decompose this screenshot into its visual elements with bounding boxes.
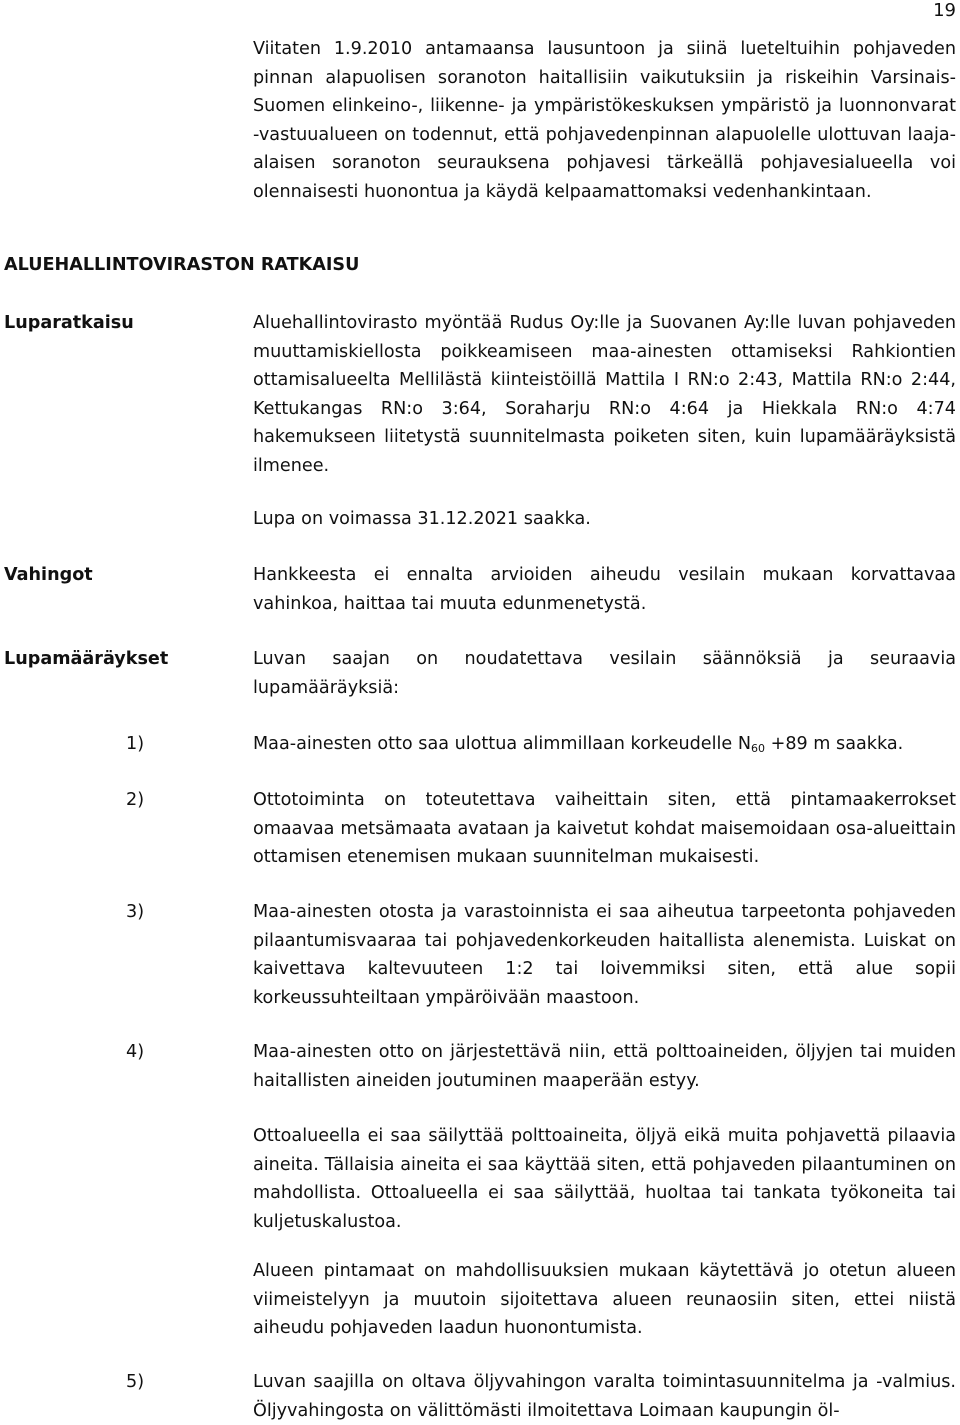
item-1-subscript: 60 [750, 742, 765, 755]
item-2-text: Ottotoiminta on toteutettava vaiheittain siten, että pintamaakerrokset omaavaa metsämaata avataan ja kaivetut kohdat maisemoidaan osa-alueittain ottamisen etenemisen mukaan suunnitelman mukaisesti. [253, 790, 956, 867]
intro-paragraph: Viitaten 1.9.2010 antamaansa lausuntoon ja siinä lueteltuihin pohjaveden pinnan alapuolisen soranoton haitallisiin vaikutuksiin ja riskeihin Varsinais-Suomen elinkeino-, liikenne- ja ympäristökeskuksen ympäristö ja luonnonvarat -vastuualueen on todennut, että pohjavedenpinnan alapuolelle ulottuvan laaja-alaisen soranoton seurauksena pohjavesi tärkeällä pohjavesialueella voi olennaisesti huonontua ja käydä kelpaamattomaksi vedenhankintaan. [253, 39, 956, 202]
item-3-text: Maa-ainesten otosta ja varastoinnista ei saa aiheutua tarpeetonta pohjaveden pilaantumisvaaraa tai pohjavedenkorkeuden haitallista alenemista. Luiskat on kaivettava kaltevuuteen 1:2 tai loivemmiksi siten, että alue sopii korkeussuhteiltaan ympäröivään maastoon. [253, 902, 956, 1008]
item-1-text [253, 730, 956, 759]
luparatkaisu-label: Luparatkaisu [4, 313, 134, 333]
section-heading: ALUEHALLINTOVIRASTON RATKAISU [4, 255, 360, 275]
item-4-paragraph-3: Alueen pintamaat on mahdollisuuksien mukaan käytettävä jo otetun alueen viimeistelyyn ja muutoin sijoitettava alueen reunaosiin siten, ettei niistä aiheudu pohjaveden laadun huonontumista. [253, 1261, 956, 1338]
vahingot-label: Vahingot [4, 565, 93, 585]
item-4-text: Maa-ainesten otto on järjestettävä niin, että polttoaineiden, öljyjen tai muiden haitallisten aineiden joutuminen maaperään estyy. [253, 1042, 956, 1091]
page-number: 19 [933, 0, 956, 21]
item-2-number: 2) [126, 790, 145, 810]
item-3-number: 3) [126, 902, 145, 922]
item-1-number: 1) [126, 734, 145, 754]
lupamaaraykset-text: Luvan saajan on noudatettava vesilain säännöksiä ja seuraavia lupamääräyksiä: [253, 649, 956, 698]
item-4-number: 4) [126, 1042, 145, 1062]
item-5-text: Luvan saajilla on oltava öljyvahingon varalta toimintasuunnitelma ja -valmius. Öljyvahingosta on välittömästi ilmoitettava Loimaan kaupungin öl- [253, 1372, 956, 1421]
permit-validity: Lupa on voimassa 31.12.2021 saakka. [253, 509, 591, 529]
vahingot-text: Hankkeesta ei ennalta arvioiden aiheudu vesilain mukaan korvattavaa vahinkoa, haittaa tai muuta edunmenetystä. [253, 565, 956, 614]
luparatkaisu-text: Aluehallintovirasto myöntää Rudus Oy:lle ja Suovanen Ay:lle luvan pohjaveden muuttamiskiellosta poikkeamiseen maa-ainesten ottamiseksi Rahkiontien ottamisalueelta Mellilästä kiinteistöillä Mattila I RN:o 2:43, Mattila RN:o 2:44, Kettukangas RN:o 3:64, Soraharju RN:o 4:64 ja Hiekkala RN:o 4:74 hakemukseen liitetystä suunnitelmasta poiketen siten, kuin lupamääräyksistä ilmenee. [253, 313, 956, 476]
item-1-text-before: Maa-ainesten otto saa ulottua alimmillaan korkeudelle N [253, 734, 751, 754]
item-4-paragraph-2: Ottoalueella ei saa säilyttää polttoaineita, öljyä eikä muita pohjavettä pilaavia aineita. Tällaisia aineita ei saa käyttää siten, että pohjaveden pilaantuminen on mahdollista. Ottoalueella ei saa säilyttää, huoltaa tai tankata työkoneita tai kuljetuskalustoa. [253, 1126, 956, 1232]
item-1-text-after: +89 m saakka. [764, 734, 904, 754]
item-5-number: 5) [126, 1372, 145, 1392]
lupamaaraykset-label: Lupamääräykset [4, 649, 169, 669]
